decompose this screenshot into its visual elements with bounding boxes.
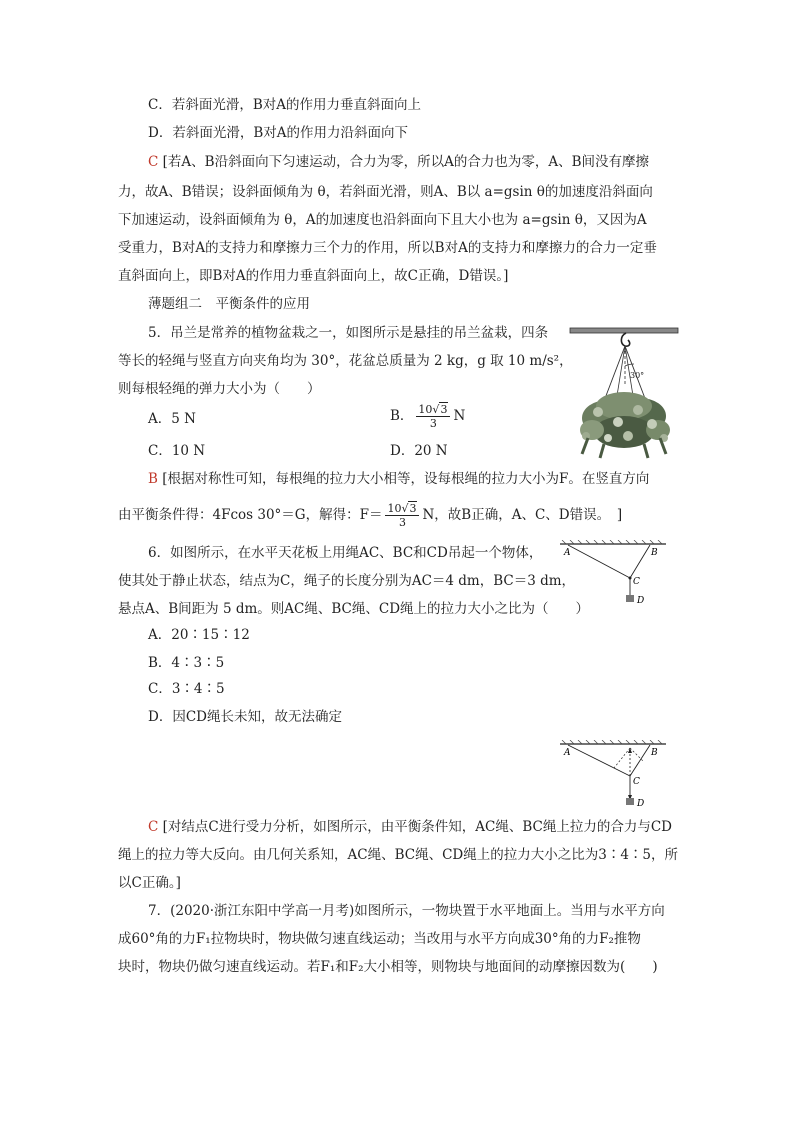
q6-rope-figure <box>558 540 670 610</box>
label-b: B <box>651 748 658 758</box>
q4-option-d: D．若斜面光滑，B对A的作用力沿斜面向下 <box>148 125 408 141</box>
label-c: C <box>633 577 640 587</box>
q5-explanation-line1 <box>148 470 649 488</box>
label-c: C <box>633 777 640 787</box>
q4-explanation-line3: 下加速运动，设斜面倾角为 θ，A的加速度也沿斜面向下且大小也为 a=gsin θ，又因为A <box>118 212 647 228</box>
q5-angle-label: 30° <box>630 371 645 380</box>
q5-option-d: D．20 N <box>390 443 448 459</box>
q5-option-a: A．5 N <box>148 411 196 427</box>
q6-explanation-line1 <box>148 818 672 836</box>
q6-option-c: C．3∶4∶5 <box>148 681 225 697</box>
label-a: A <box>564 548 571 558</box>
q7-stem-line3: 块时，物块仍做匀速直线运动。若F₁和F₂大小相等，则物块与地面间的动摩擦因数为( ) <box>118 959 658 975</box>
q4-explanation-line4: 受重力，B对A的支持力和摩擦力三个力的作用，所以B对A的支持力和摩擦力的合力一定垂 <box>118 240 657 256</box>
label-d: D <box>637 799 645 809</box>
q5-exp-fraction: $\frac{10√3}{3}$ <box>385 502 419 529</box>
resultant-arrowhead <box>628 748 632 753</box>
label-d: D <box>637 596 645 606</box>
q5-hanging-plant-figure <box>568 326 680 460</box>
q7-stem-line2: 成60°角的力F₁拉物块时，物块做匀速直线运动；当改用与水平方向成30°角的力F₂推物 <box>118 931 641 947</box>
rope-bc <box>630 745 650 776</box>
label-a: A <box>564 748 571 758</box>
q5-stem-line3: 则每根轻绳的弹力大小为（ ） <box>118 381 321 397</box>
q4-exp-text1: [若A、B沿斜面向下匀速运动，合力为零，所以A的合力也为零，A、B间没有摩擦 <box>162 154 649 170</box>
q5-option-b-fraction: $\frac{10√3}{3}$ <box>416 403 450 430</box>
section-title: 薄题组二 平衡条件的应用 <box>148 296 310 312</box>
q6-answer-letter: C <box>148 819 159 835</box>
q5-answer-letter: B <box>148 471 158 487</box>
q5-explanation-line2: 由平衡条件得：4Fcos 30°＝G，解得：F＝ $\frac{10√3}{3}$ N，故B正确，A、C、D错误。 ] <box>118 502 623 529</box>
q4-option-c: C．若斜面光滑，B对A的作用力垂直斜面向上 <box>148 97 421 113</box>
q6-option-b: B．4∶3∶5 <box>148 655 225 671</box>
q6-option-d: D．因CD绳长未知，故无法确定 <box>148 709 342 725</box>
sqrt-symbol: √ <box>401 502 409 515</box>
q6-force-figure <box>558 740 670 812</box>
q4-answer-letter: C <box>148 154 159 170</box>
q5-exp-text1: [根据对称性可知，每根绳的拉力大小相等，设每根绳的拉力大小为F。在竖直方向 <box>162 471 650 487</box>
q7-stem-line1: 7．(2020·浙江东阳中学高一月考)如图所示，一物块置于水平地面上。当用与水平方向 <box>148 903 665 919</box>
weight-block <box>626 595 634 602</box>
hook-icon <box>621 333 629 346</box>
rope-bc <box>630 545 650 578</box>
q6-option-a: A．20∶15∶12 <box>148 627 250 643</box>
q6-stem-line3: 悬点A、B间距为 5 dm。则AC绳、BC绳、CD绳上的拉力大小之比为（ ） <box>118 601 590 617</box>
q4-explanation-line5: 直斜面向上，即B对A的作用力垂直斜面向上，故C正确，D错误。] <box>118 268 509 284</box>
q5-stem-line2: 等长的轻绳与竖直方向夹角均为 30°，花盆总质量为 2 kg，g 取 10 m/s²， <box>118 353 573 369</box>
q6-explanation-line2: 绳上的拉力等大反向。由几何关系知，AC绳、BC绳、CD绳上的拉力大小之比为3∶4∶5，所 <box>118 847 678 863</box>
rope-ac <box>568 745 630 776</box>
q6-explanation-line3: 以C正确。] <box>118 875 181 891</box>
q5-option-c: C．10 N <box>148 443 206 459</box>
q4-explanation-line2: 力，故A、B错误；设斜面倾角为 θ，若斜面光滑，则A、B以 a=gsin θ的加速度沿斜面向 <box>118 184 653 200</box>
plant-foliage <box>580 392 670 458</box>
ceiling-bar <box>570 328 678 333</box>
q5-option-b: B． $\frac{10√3}{3}$ N <box>390 403 466 430</box>
weight-block <box>626 798 634 805</box>
label-b: B <box>651 548 658 558</box>
q5-stem-line1: 5．吊兰是常养的植物盆栽之一，如图所示是悬挂的吊兰盆栽，四条 <box>148 325 549 341</box>
knot-c <box>629 577 632 580</box>
q6-stem-line1: 6．如图所示，在水平天花板上用绳AC、BC和CD吊起一个物体， <box>148 545 543 561</box>
rope-ac <box>568 545 630 578</box>
q6-stem-line2: 使其处于静止状态，结点为C，绳子的长度分别为AC＝4 dm，BC＝3 dm， <box>118 573 576 589</box>
q4-explanation-line1 <box>148 153 649 171</box>
sqrt-symbol: √ <box>432 403 440 416</box>
q6-exp-text1: [对结点C进行受力分析，如图所示，由平衡条件知，AC绳、BC绳上拉力的合力与CD <box>162 819 672 835</box>
